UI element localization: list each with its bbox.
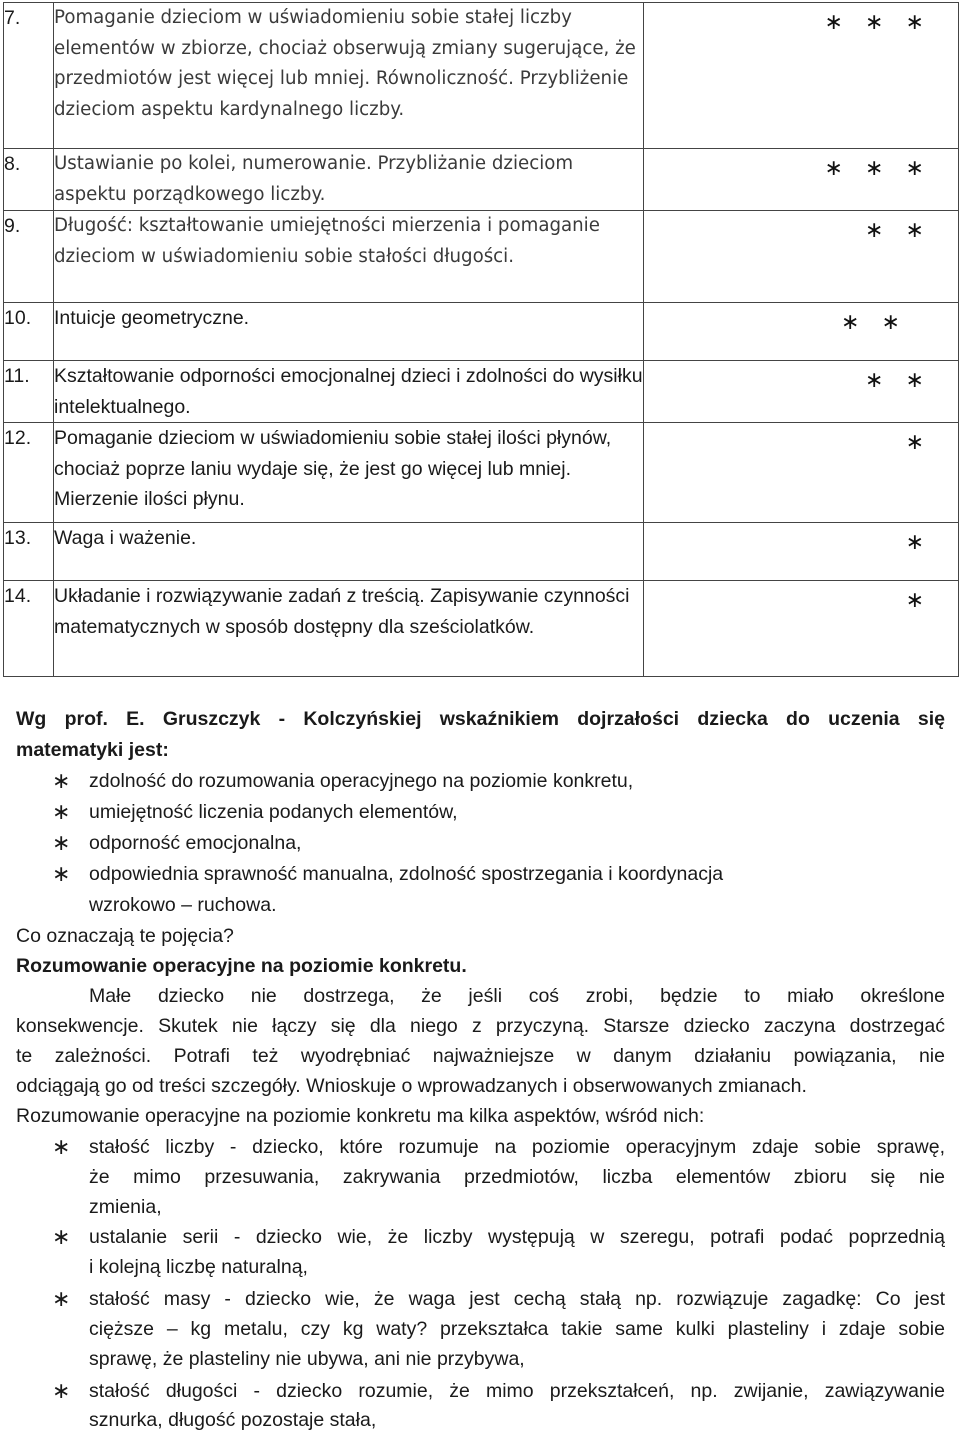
indicator-continuation: wzrokowo – ruchowa.	[89, 894, 277, 916]
indicator-item: odporność emocjonalna,	[89, 832, 302, 854]
aspect-line: zmienia,	[89, 1196, 162, 1218]
row-description: Długość: kształtowanie umiejętności mierzenia i pomaganie dzieciom w uświadomieniu sobie stałości długości.	[54, 211, 644, 303]
row-number: 7.	[4, 3, 54, 149]
bullet-icon: ∗	[52, 1286, 71, 1311]
aspect-line: i kolejną liczbę naturalną,	[89, 1256, 308, 1278]
table-row	[4, 423, 959, 523]
row-description: Ustawianie po kolei, numerowanie. Przybliżanie dzieciom aspektu porządkowego liczby.	[54, 149, 644, 211]
indicator-item: zdolność do rozumowania operacyjnego na poziomie konkretu,	[89, 770, 634, 792]
row-description: Waga i ważenie.	[54, 523, 644, 581]
aspects-intro: Rozumowanie operacyjne na poziomie konkretu ma kilka aspektów, wśród nich:	[16, 1105, 705, 1127]
table-row	[4, 3, 959, 149]
star-rating: ∗	[905, 429, 924, 454]
row-rating	[644, 149, 959, 211]
paragraph-line: konsekwencje. Skutek nie łączy się dla niego z przyczyną. Starsze dziecko zaczyna dostrzegać	[16, 1015, 945, 1037]
aspect-line: stałość długości - dziecko rozumie, że mimo przekształceń, np. zwijanie, zawiązywanie	[89, 1380, 945, 1402]
row-rating	[644, 581, 959, 677]
star-rating: ∗ ∗	[865, 367, 924, 392]
table-row	[4, 581, 959, 677]
paragraph-line: Małe dziecko nie dostrzega, że jeśli coś zrobi, będzie to miało określone	[89, 985, 945, 1007]
row-rating	[644, 523, 959, 581]
bullet-icon: ∗	[52, 768, 71, 793]
row-number: 9.	[4, 211, 54, 303]
row-rating	[644, 303, 959, 361]
bullet-icon: ∗	[52, 799, 71, 824]
table-row	[4, 211, 959, 303]
aspect-line: cięższe – kg metalu, czy kg waty? przekształca takie same kulki plasteliny i zdaje sobie	[89, 1318, 945, 1340]
paragraph-line: odciągają go od treści szczegóły. Wnioskuje o wprowadzanych i obserwowanych zmianach.	[16, 1075, 807, 1097]
star-rating: ∗ ∗ ∗	[824, 9, 924, 34]
row-number: 12.	[4, 423, 54, 523]
table-row	[4, 149, 959, 211]
indicator-item: odpowiednia sprawność manualna, zdolność spostrzegania i koordynacja	[89, 863, 724, 885]
row-description: Układanie i rozwiązywanie zadań z treścią. Zapisywanie czynności matematycznych w sposób dostępny dla sześciolatków.	[54, 581, 644, 677]
row-description: Kształtowanie odporności emocjonalnej dzieci i zdolności do wysiłku intelektualnego.	[54, 361, 644, 423]
bullet-icon: ∗	[52, 830, 71, 855]
row-description: Intuicje geometryczne.	[54, 303, 644, 361]
row-rating	[644, 3, 959, 149]
row-number: 14.	[4, 581, 54, 677]
aspect-line: że mimo przesuwania, zakrywania przedmiotów, liczba elementów zbioru się nie	[89, 1166, 945, 1188]
table-row	[4, 361, 959, 423]
table-row	[4, 523, 959, 581]
section-heading: Rozumowanie operacyjne na poziomie konkretu.	[16, 955, 467, 977]
row-number: 8.	[4, 149, 54, 211]
aspect-line: sprawę, że plasteliny nie ubywa, ani nie przybywa,	[89, 1348, 525, 1370]
bullet-icon: ∗	[52, 1134, 71, 1159]
bullet-icon: ∗	[52, 1224, 71, 1249]
row-description: Pomaganie dzieciom w uświadomieniu sobie stałej ilości płynów, chociaż poprze laniu wydaje się, że jest go więcej lub mniej. Mierzenie ilości płynu.	[54, 423, 644, 523]
star-rating: ∗ ∗	[865, 217, 924, 242]
paragraph-line: te zależności. Potrafi też wyodrębniać najważniejsze w danym działaniu powiązania, nie	[16, 1045, 945, 1067]
row-rating	[644, 361, 959, 423]
question: Co oznaczają te pojęcia?	[16, 925, 234, 947]
row-rating	[644, 211, 959, 303]
row-number: 11.	[4, 361, 54, 423]
star-rating: ∗ ∗ ∗	[824, 155, 924, 180]
star-rating: ∗	[905, 587, 924, 612]
bullet-icon: ∗	[52, 861, 71, 886]
intro-line: Wg prof. E. Gruszczyk - Kolczyńskiej wskaźnikiem dojrzałości dziecka do uczenia się	[16, 708, 945, 730]
aspect-line: sznurka, długość pozostaje stała,	[89, 1409, 377, 1431]
row-number: 10.	[4, 303, 54, 361]
star-rating: ∗ ∗	[841, 309, 900, 334]
table-row	[4, 303, 959, 361]
intro-line: matematyki jest:	[16, 739, 169, 761]
row-number: 13.	[4, 523, 54, 581]
row-description: Pomaganie dzieciom w uświadomieniu sobie stałej liczby elementów w zbiorze, chociaż obserwują zmiany sugerujące, że przedmiotów jest więcej lub mniej. Równoliczność. Przybliżenie dzieciom aspektu kardynalnego liczby.	[54, 3, 644, 149]
star-rating: ∗	[905, 529, 924, 554]
aspect-line: ustalanie serii - dziecko wie, że liczby występują w szeregu, potrafi podać poprzednią	[89, 1226, 945, 1248]
aspect-line: stałość masy - dziecko wie, że waga jest cechą stałą np. rozwiązuje zagadkę: Co jest	[89, 1288, 945, 1310]
indicator-item: umiejętność liczenia podanych elementów,	[89, 801, 458, 823]
bullet-icon: ∗	[52, 1378, 71, 1403]
aspect-line: stałość liczby - dziecko, które rozumuje na poziomie operacyjnym zdaje sobie sprawę,	[89, 1136, 945, 1158]
tasks-table	[3, 2, 959, 677]
row-rating	[644, 423, 959, 523]
